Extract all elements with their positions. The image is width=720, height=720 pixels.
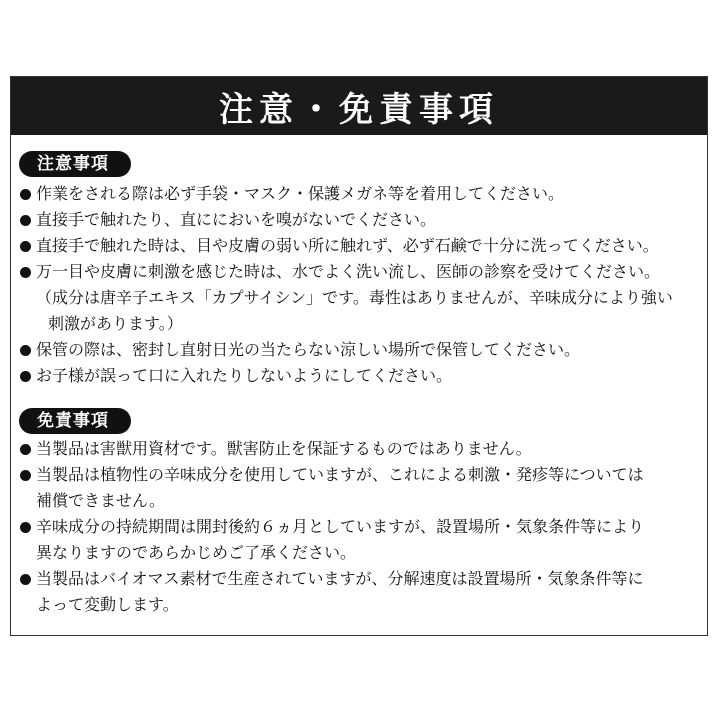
caution-note-line: 刺激があります。） xyxy=(48,314,183,333)
bullet-icon xyxy=(20,215,31,226)
disclaimer-heading-badge: 免責事項 xyxy=(19,408,131,434)
caution-item xyxy=(17,233,707,259)
caution-item-text: お子様が誤って口に入れたりしないようにしてください。 xyxy=(36,366,453,385)
bullet-icon xyxy=(20,345,31,356)
caution-heading-badge: 注意事項 xyxy=(19,151,131,177)
notice-frame xyxy=(10,76,708,636)
disclaimer-list xyxy=(17,436,707,618)
caution-item-text: 直接手で触れた時は、目や皮膚の弱い所に触れず、必ず石鹸で十分に洗ってください。 xyxy=(36,236,659,255)
bullet-icon xyxy=(20,371,31,382)
disclaimer-item-text: 当製品はバイオマス素材で生産されていますが、分解速度は設置場所・気象条件等に xyxy=(36,569,644,588)
bullet-icon xyxy=(20,574,31,585)
disclaimer-item-text: 当製品は害獣用資材です。獣害防止を保証するものではありません。 xyxy=(36,439,532,458)
disclaimer-item-text-cont: 異なりますのであらかじめご了承ください。 xyxy=(36,543,357,562)
bullet-icon xyxy=(20,267,31,278)
caution-note xyxy=(17,285,707,337)
disclaimer-item-text-cont: 補償できません。 xyxy=(36,491,165,510)
bullet-icon xyxy=(20,470,31,481)
bullet-icon xyxy=(20,444,31,455)
page-title: 注意・免責事項 xyxy=(11,77,707,135)
caution-item xyxy=(17,259,707,285)
bullet-icon xyxy=(20,241,31,252)
caution-item xyxy=(17,337,707,363)
disclaimer-item-text-cont: よって変動します。 xyxy=(36,595,179,614)
caution-list xyxy=(17,181,707,389)
bullet-icon xyxy=(20,189,31,200)
caution-item-text: 直接手で触れたり、直ににおいを嗅がないでください。 xyxy=(36,210,437,229)
caution-item xyxy=(17,181,707,207)
caution-item-text: 保管の際は、密封し直射日光の当たらない涼しい場所で保管してください。 xyxy=(36,340,581,359)
disclaimer-item xyxy=(17,566,707,618)
caution-item xyxy=(17,363,707,389)
disclaimer-item xyxy=(17,462,707,514)
caution-item-text: 作業をされる際は必ず手袋・マスク・保護メガネ等を着用してください。 xyxy=(36,184,565,203)
disclaimer-item xyxy=(17,436,707,462)
bullet-icon xyxy=(20,522,31,533)
caution-item-text: 万一目や皮膚に刺激を感じた時は、水でよく洗い流し、医師の診察を受けてください。 xyxy=(36,262,661,281)
disclaimer-item-text: 当製品は植物性の辛味成分を使用していますが、これによる刺激・発疹等については xyxy=(36,465,644,484)
caution-item xyxy=(17,207,707,233)
disclaimer-item xyxy=(17,514,707,566)
caution-note-line: （成分は唐辛子エキス「カプサイシン」です。毒性はありませんが、辛味成分により強い xyxy=(36,288,673,307)
disclaimer-item-text: 辛味成分の持続期間は開封後約６ヵ月としていますが、設置場所・気象条件等により xyxy=(36,517,645,536)
